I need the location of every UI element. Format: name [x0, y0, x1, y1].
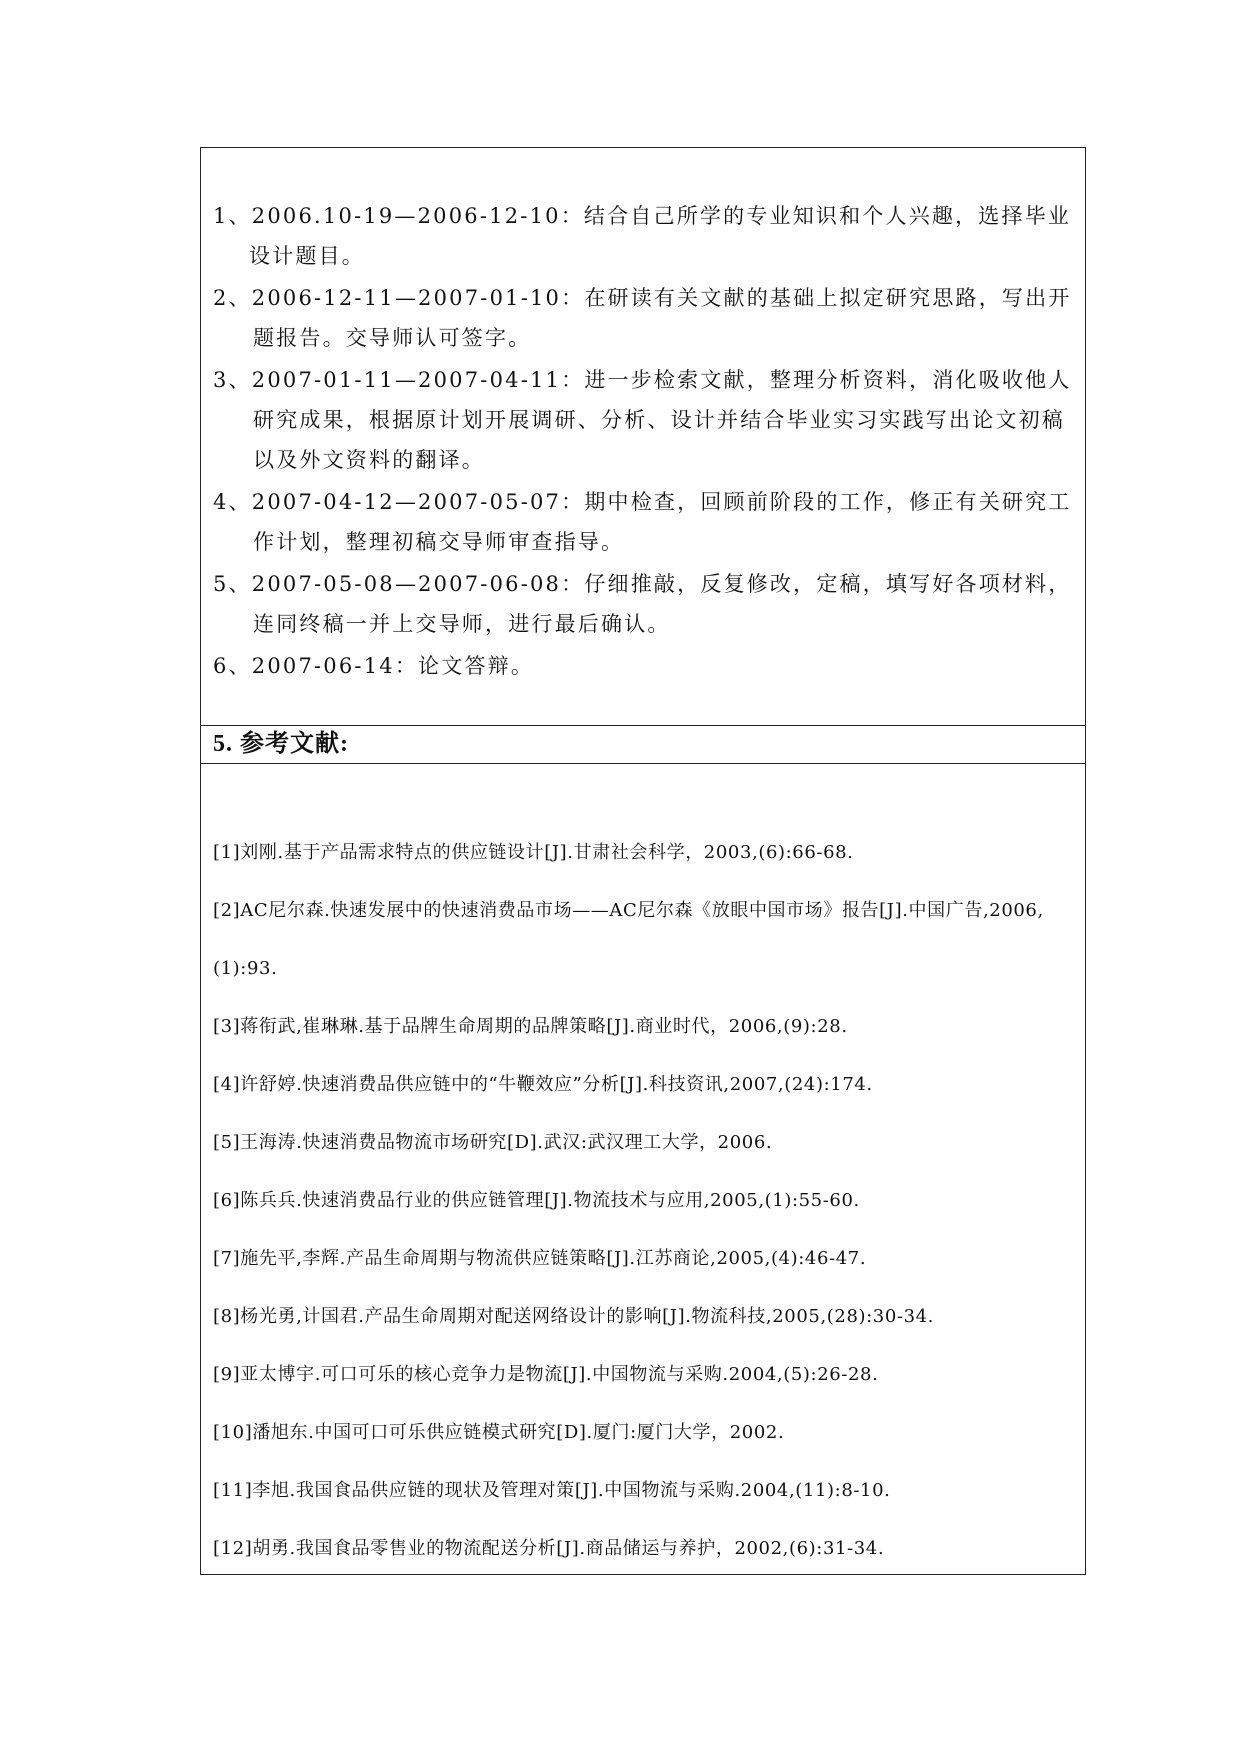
reference-item: [6]陈兵兵.快速消费品行业的供应链管理[J].物流技术与应用,2005,(1):55-60. [213, 1190, 860, 1211]
section-header-cell [201, 726, 1085, 764]
reference-item: [2]AC尼尔森.快速发展中的快速消费品市场——AC尼尔森《放眼中国市场》报告[J].中国广告,2006,(1):93. [213, 900, 1044, 979]
schedule-list [213, 196, 1075, 688]
schedule-item: 4、2007-04-12—2007-05-07：期中检查，回顾前阶段的工作，修正有关研究工作计划，整理初稿交导师审查指导。 [213, 490, 1072, 554]
section-title: 5. 参考文献: [213, 731, 349, 757]
reference-item: [9]亚太博宇.可口可乐的核心竞争力是物流[J].中国物流与采购.2004,(5):26-28. [213, 1364, 879, 1385]
references-cell [201, 764, 1085, 1574]
reference-item: [11]李旭.我国食品供应链的现状及管理对策[J].中国物流与采购.2004,(11):8-10. [213, 1480, 891, 1501]
reference-list [213, 824, 1079, 1578]
reference-item: [12]胡勇.我国食品零售业的物流配送分析[J].商品储运与养护，2002,(6):31-34. [213, 1538, 885, 1559]
schedule-item: 5、2007-05-08—2007-06-08：仔细推敲，反复修改，定稿，填写好各项材料，连同终稿一并上交导师，进行最后确认。 [213, 572, 1072, 636]
reference-item: [7]施先平,李辉.产品生命周期与物流供应链策略[J].江苏商论,2005,(4):46-47. [213, 1248, 867, 1269]
schedule-item: 2、2006-12-11—2007-01-10：在研读有关文献的基础上拟定研究思路，写出开题报告。交导师认可签字。 [213, 286, 1072, 350]
schedule-item: 6、2007-06-14：论文答辩。 [213, 654, 535, 678]
schedule-item: 3、2007-01-11—2007-04-11：进一步检索文献，整理分析资料，消化吸收他人研究成果，根据原计划开展调研、分析、设计并结合毕业实习实践写出论文初稿以及外文资料的翻译。 [213, 368, 1072, 472]
reference-item: [3]蒋衔武,崔琳琳.基于品牌生命周期的品牌策略[J].商业时代，2006,(9):28. [213, 1016, 848, 1037]
reference-item: [4]许舒婷.快速消费品供应链中的“牛鞭效应”分析[J].科技资讯,2007,(24):174. [213, 1074, 873, 1095]
schedule-cell [201, 148, 1085, 726]
reference-item: [10]潘旭东.中国可口可乐供应链模式研究[D].厦门:厦门大学，2002. [213, 1422, 785, 1443]
document-table [200, 147, 1086, 1575]
reference-item: [1]刘刚.基于产品需求特点的供应链设计[J].甘肃社会科学，2003,(6):66-68. [213, 842, 854, 863]
reference-item: [8]杨光勇,计国君.产品生命周期对配送网络设计的影响[J].物流科技,2005,(28):30-34. [213, 1306, 934, 1327]
schedule-item: 1、2006.10-19—2006-12-10：结合自己所学的专业知识和个人兴趣，选择毕业设计题目。 [213, 204, 1072, 268]
reference-item: [5]王海涛.快速消费品物流市场研究[D].武汉:武汉理工大学，2006. [213, 1132, 773, 1153]
